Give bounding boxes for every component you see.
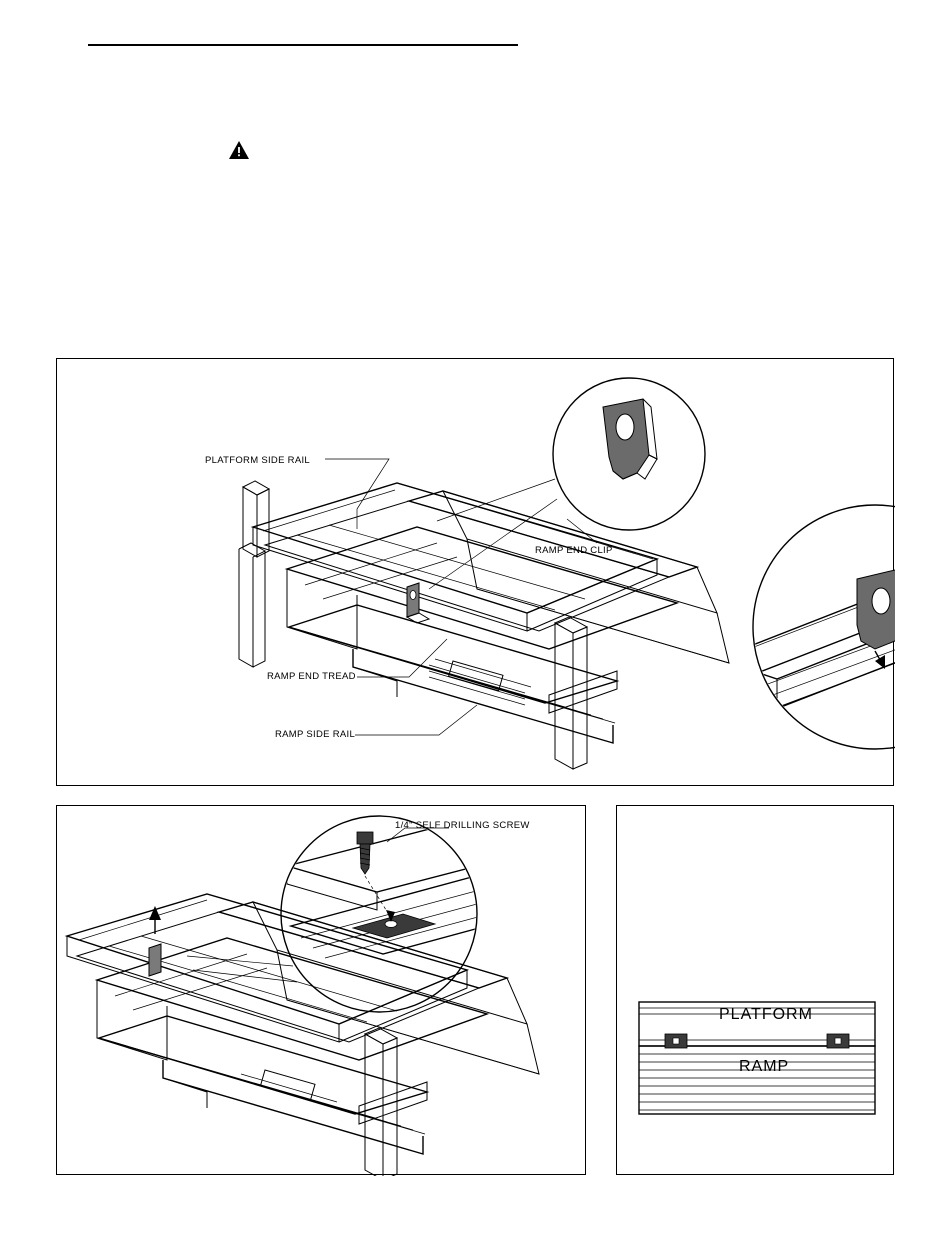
warning-block [228,140,260,160]
warning-triangle-icon [228,140,250,160]
label-ramp: RAMP [739,1058,790,1075]
heading-underline [88,44,518,46]
label-platform-side-rail: PLATFORM SIDE RAIL [205,455,310,466]
bottom-right-figure-drawing [617,806,895,1176]
label-ramp-end-clip: RAMP END CLIP [535,545,613,556]
figure-ramp-end-clip-installation [56,358,894,786]
label-platform: PLATFORM [719,1006,813,1023]
label-self-drilling-screw: 1/4" SELF DRILLING SCREW [395,820,530,831]
figure-platform-ramp-top-view [616,805,894,1175]
figure-self-drilling-screw [56,805,586,1175]
label-ramp-end-tread: RAMP END TREAD [267,671,356,682]
label-ramp-side-rail: RAMP SIDE RAIL [275,729,356,740]
leader-lines-top [57,359,895,787]
bottom-left-figure-drawing [57,806,587,1176]
